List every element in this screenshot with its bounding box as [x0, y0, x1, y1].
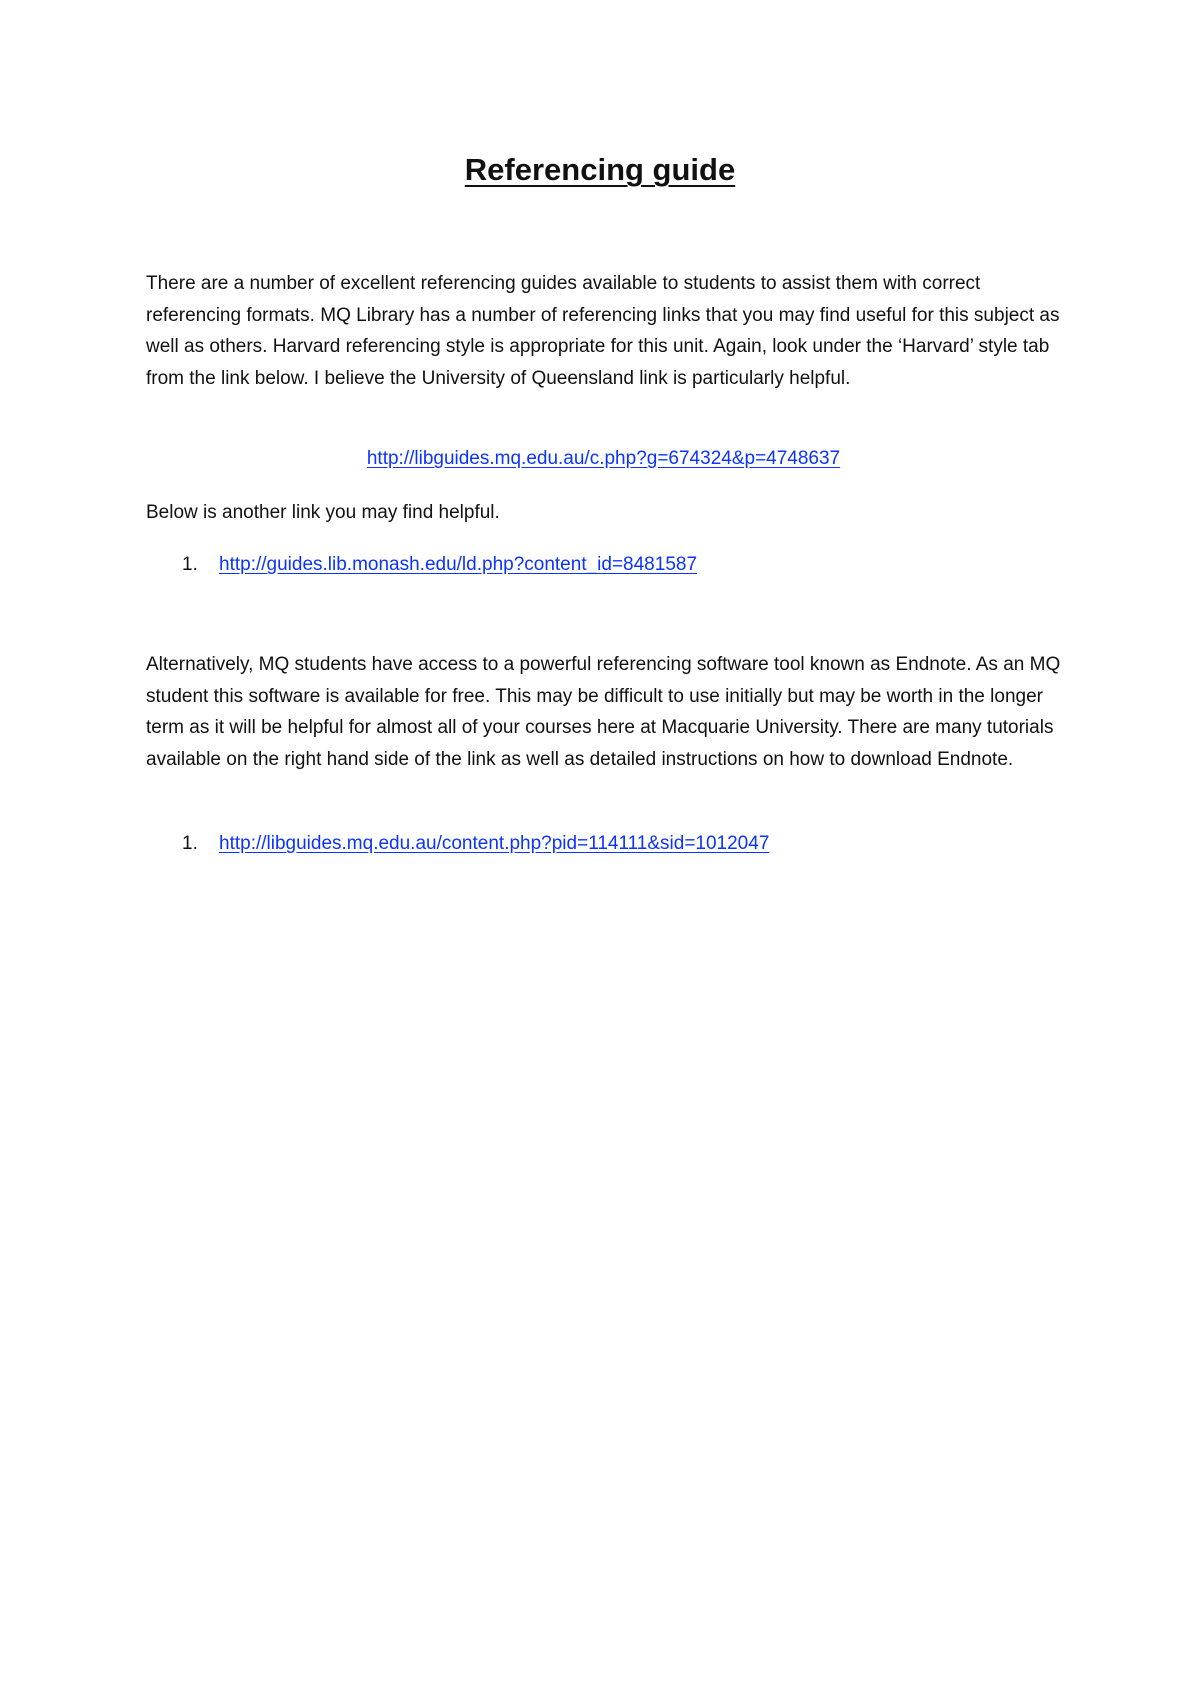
monash-guide-link[interactable]: http://guides.lib.monash.edu/ld.php?content_id=8481587 — [219, 554, 698, 575]
endnote-libguides-link[interactable]: http://libguides.mq.edu.au/content.php?pid=114111&sid=1012047 — [219, 833, 770, 854]
main-link-row — [146, 443, 1061, 474]
intro-paragraph: There are a number of excellent referencing guides available to students to assist them with correct referencing formats. MQ Library has a number of referencing links that you may find useful for this subject as well as others. Harvard referencing style is appropriate for this unit. Again, look under the ‘Harvard’ style tab from the link below. I believe the University of Queensland link is particularly helpful. — [146, 273, 1060, 389]
page-title: Referencing guide — [464, 152, 736, 187]
libguides-harvard-link[interactable]: http://libguides.mq.edu.au/c.php?g=674324&p=4748637 — [366, 448, 841, 469]
list-number: 1. — [182, 554, 198, 575]
another-link-paragraph: Below is another link you may find helpful. — [146, 502, 500, 523]
list-number: 1. — [182, 833, 198, 854]
list-item — [182, 549, 697, 580]
endnote-paragraph: Alternatively, MQ students have access to a powerful referencing software tool known as Endnote. As an MQ student this software is available for free. This may be difficult to use initially but may be worth in the longer term as it will be helpful for almost all of your courses here at Macquarie University. There are many tutorials available on the right hand side of the link as well as detailed instructions on how to download Endnote. — [146, 654, 1061, 770]
list-item — [182, 828, 769, 859]
